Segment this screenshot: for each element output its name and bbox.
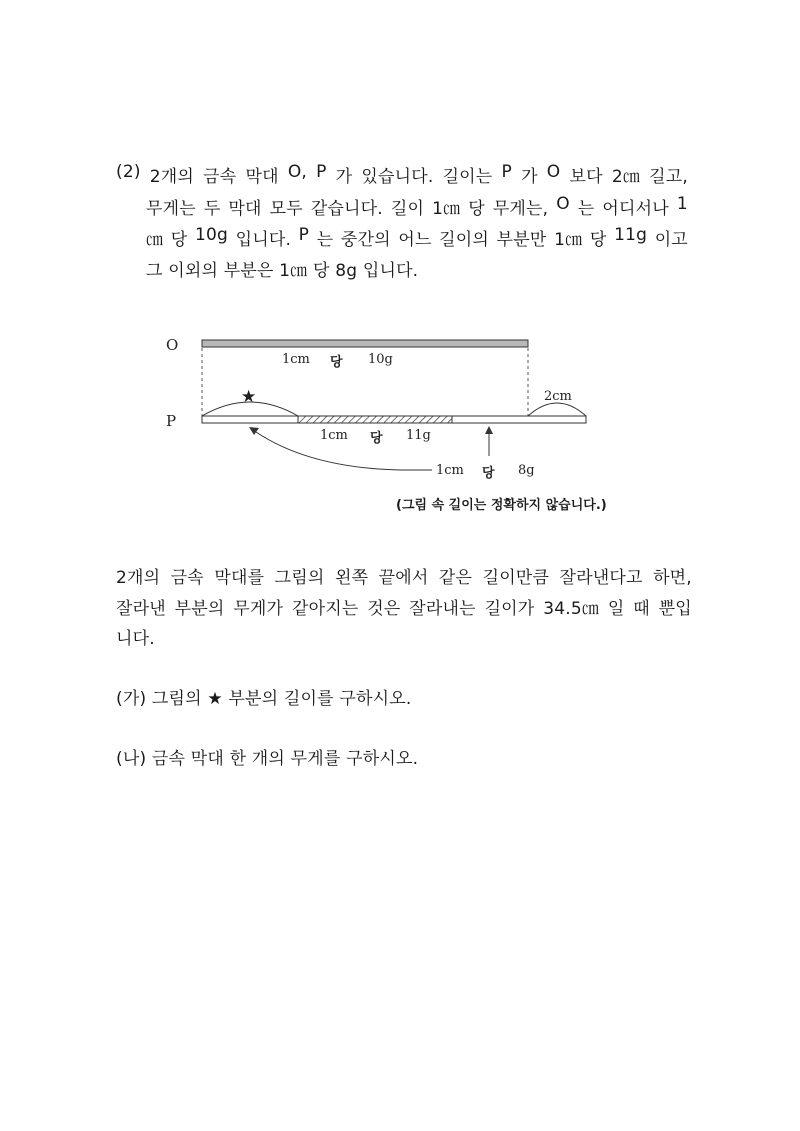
word: 왼쪽 (334, 568, 369, 588)
word: 2개의 (116, 568, 161, 588)
word: 가 (335, 167, 353, 187)
word: 끝에서 (378, 568, 429, 588)
word: P (501, 162, 512, 182)
rod-p-heavy-section (298, 416, 452, 423)
word: 1㎝ (554, 230, 583, 250)
problem-line-2 (146, 194, 688, 219)
word: 있습니다. (361, 167, 434, 187)
problem-line-1 (116, 162, 688, 187)
word: 는 (316, 230, 334, 250)
rod-p-label: P (166, 412, 177, 430)
problem-line-3 (146, 225, 688, 250)
word: 1㎝ (432, 199, 461, 219)
word: 같습니다. (310, 199, 383, 219)
mid-rate-word: 당 (370, 431, 383, 446)
word: 두 (203, 199, 221, 219)
word: 길이 (390, 199, 425, 219)
word: 10g (194, 225, 229, 245)
word: 길이는 (442, 167, 493, 187)
word: 당 (170, 230, 188, 250)
statement-line-3: 니다. (116, 629, 155, 649)
word: 잘라내는 (409, 599, 476, 619)
rod-o-rate-weight: 10g (368, 352, 393, 367)
word: 막대 (228, 199, 262, 219)
word: 무게는 (146, 199, 196, 219)
rod-o-rate-word: 당 (330, 355, 343, 370)
word: 1 (676, 194, 688, 214)
word: 그림의 (274, 568, 325, 588)
word: 어디서나 (602, 199, 669, 219)
word: 금속 (170, 568, 204, 588)
word: 때 (633, 599, 650, 619)
question-a: (가) 그림의 ★ 부분의 길이를 구하시오. (116, 689, 412, 709)
word: 일 (607, 599, 625, 619)
word: 길고, (649, 167, 688, 187)
word: 중간의 (340, 230, 391, 250)
statement-line-1 (116, 563, 692, 588)
rod-o-rate-length: 1cm (282, 352, 310, 367)
question-b: (나) 금속 막대 한 개의 무게를 구하시오. (116, 749, 419, 769)
word: 무게는, (492, 199, 549, 219)
word: 당 (468, 199, 485, 219)
other-rate-weight: 8g (518, 463, 535, 478)
word: 길이가 (484, 599, 535, 619)
star-mark: ★ (241, 387, 257, 407)
word: 34.5㎝ (543, 599, 600, 619)
word: 길이만큼 (482, 568, 550, 588)
word: O (556, 194, 570, 214)
word: 어느 (398, 230, 432, 250)
word: ㎝ (146, 230, 164, 250)
word: 2개의 (149, 167, 195, 187)
word: 길이의 (439, 230, 490, 250)
word: 입니다. (235, 230, 292, 250)
problem-line-4: 그 이외의 부분은 1㎝ 당 8g 입니다. (146, 261, 419, 281)
word: 하면, (653, 568, 692, 588)
word: P (298, 225, 310, 245)
rod-o-label: O (166, 336, 179, 354)
word: 금속 (203, 167, 237, 187)
statement-line-2 (116, 594, 692, 619)
word: 2㎝ (611, 167, 641, 187)
extra-length-brace (528, 403, 586, 416)
extra-length-label: 2cm (544, 389, 572, 404)
word: 11g (614, 225, 648, 245)
rod-diagram (160, 328, 600, 488)
rod-o (202, 340, 528, 347)
right-part-arrowhead (485, 426, 493, 434)
word: 뿐입 (658, 599, 692, 619)
word: 잘라낸 (116, 599, 166, 619)
other-rate-length: 1cm (436, 463, 464, 478)
word: 같아지는 (291, 599, 359, 619)
word: 무게가 (233, 599, 284, 619)
word: 부분만 (496, 230, 547, 250)
mid-rate-weight: 11g (406, 428, 431, 443)
word: O (546, 162, 561, 182)
word: 잘라낸다고 (559, 568, 643, 588)
word: 이고 (654, 230, 688, 250)
word: 막대 (245, 167, 279, 187)
word: (2) (116, 162, 141, 182)
word: 보다 (569, 167, 603, 187)
word: 막대를 (214, 568, 265, 588)
word: 모두 (269, 199, 303, 219)
mid-rate-length: 1cm (320, 428, 348, 443)
word: P (316, 162, 327, 182)
word: 것은 (367, 599, 401, 619)
word: O, (287, 162, 308, 182)
word: 가 (521, 167, 538, 187)
word: 는 (577, 199, 595, 219)
word: 부분의 (174, 599, 225, 619)
figure-caption: (그림 속 길이는 정확하지 않습니다.) (396, 498, 607, 513)
other-rate-word: 당 (482, 466, 495, 481)
word: 당 (589, 230, 607, 250)
word: 같은 (438, 568, 473, 588)
left-part-arrowhead (249, 427, 259, 435)
